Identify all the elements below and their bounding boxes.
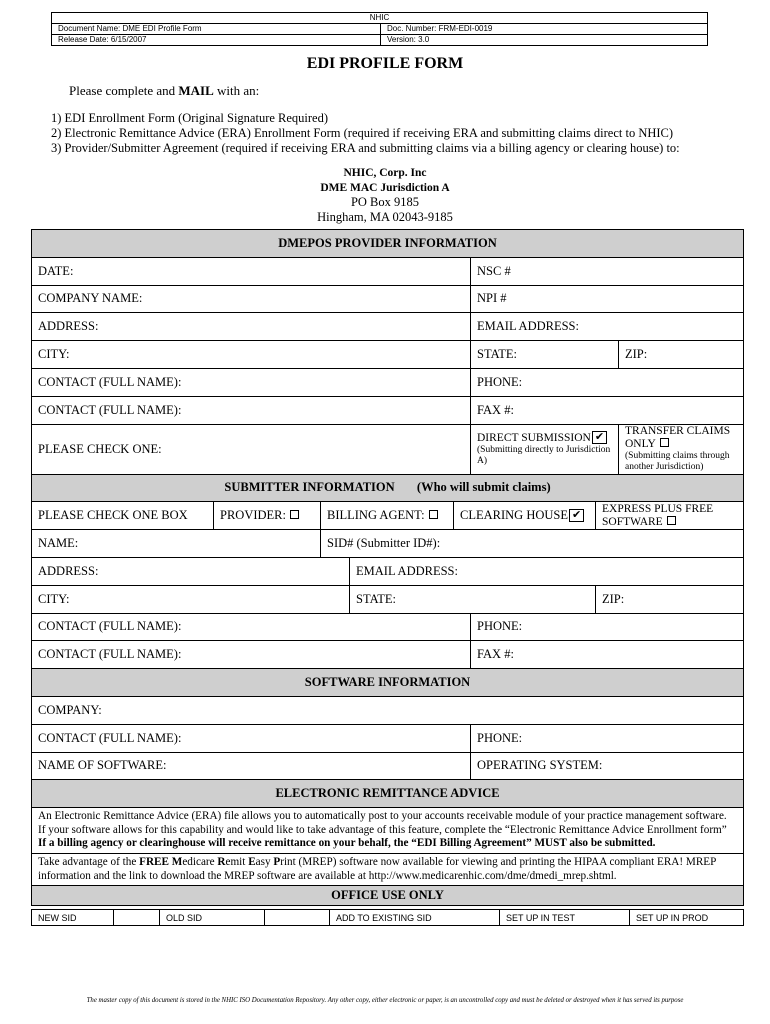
provider-state-field[interactable]: STATE: [471,341,619,369]
transfer-claims-checkbox-icon[interactable] [660,438,669,447]
provider-npi-field[interactable]: NPI # [471,285,744,313]
office-setup-test[interactable]: SET UP IN TEST [500,910,630,926]
header-version: Version: 3.0 [387,35,430,44]
submitter-provider-option[interactable] [214,502,321,530]
office-setup-prod[interactable]: SET UP IN PROD [630,910,744,926]
submitter-heading-note: (Who will submit claims) [416,480,551,495]
submitter-billing-agent-option[interactable] [321,502,454,530]
header-doc-number: Doc. Number: FRM-EDI-0019 [387,24,493,33]
submitter-phone-field[interactable]: PHONE: [471,613,744,641]
provider-nsc-field[interactable]: NSC # [471,257,744,285]
office-blank-cell[interactable] [114,910,160,926]
era-paragraph-2: If your software allows for this capability and would like to take advantage of this feature, complete the “Electronic Remittance Advice Enrollment form” [38,823,727,836]
edi-profile-table [31,229,744,906]
header-doc-name: Document Name: DME EDI Profile Form [58,24,202,33]
mailing-address [0,166,770,224]
provider-checkbox-icon[interactable] [290,510,299,519]
page-title: EDI PROFILE FORM [306,55,464,72]
provider-email-field[interactable]: EMAIL ADDRESS: [471,313,744,341]
intro-suffix: with an: [213,83,260,98]
era-paragraph-3: If a billing agency or clearinghouse will receive remittance on your behalf, the “EDI Billing Agreement” MUST also be submitted. [38,837,656,850]
requirements-list [51,111,680,156]
era-paragraph-1: An Electronic Remittance Advice (ERA) file allows you to automatically post to your accounts receivable module of your practice management software. [38,810,727,823]
provider-fax-field[interactable]: FAX #: [471,396,744,424]
era-section-heading: ELECTRONIC REMITTANCE ADVICE [32,780,744,808]
direct-submission-note: (Submitting directly to Jurisdiction A) [477,445,611,467]
address-line4: Hingham, MA 02043-9185 [317,209,453,224]
mrep-initial: P [273,855,281,868]
list-item: 1) EDI Enrollment Form (Original Signature Required) [51,111,329,125]
submitter-email-field[interactable]: EMAIL ADDRESS: [350,557,744,585]
submitter-city-field[interactable]: CITY: [32,585,350,613]
billing-agent-label: BILLING AGENT: [327,508,425,523]
document-header [51,12,708,46]
footer-disclaimer: The master copy of this document is stored in the NHIC ISO Documentation Repository. Any other copy, either electronic or paper, is an uncontrolled copy and must be deleted or destroyed when it has served its purpose [86,997,684,1004]
software-contact-field[interactable]: CONTACT (FULL NAME): [32,724,471,752]
software-phone-field[interactable]: PHONE: [471,724,744,752]
provider-city-field[interactable]: CITY: [32,341,471,369]
address-line3: PO Box 9185 [350,195,420,209]
mrep-text: edicare [182,855,218,868]
transfer-claims-label: TRANSFER CLAIMS ONLY [625,424,731,450]
address-line1: NHIC, Corp. Inc [343,167,427,179]
transfer-claims-option[interactable] [619,424,744,474]
submitter-fax-field[interactable]: FAX #: [471,641,744,669]
clearing-house-checkmark-icon[interactable]: ✔ [569,509,584,522]
header-org: NHIC [52,13,707,24]
office-section-heading: OFFICE USE ONLY [32,886,744,906]
submitter-express-plus-option[interactable] [596,502,744,530]
intro-bold: MAIL [178,83,214,98]
provider-company-field[interactable]: COMPANY NAME: [32,285,471,313]
submitter-name-field[interactable]: NAME: [32,530,321,558]
mrep-text: rint (MREP) software now available for viewing and printing the HIPAA compliant ERA! MREP information and the link to download the MREP software are available at http://www.medicarenhic.com/dme/dmedi_mrep.shtml. [38,855,716,882]
submitter-sid-field[interactable]: SID# (Submitter ID#): [321,530,744,558]
mrep-initial: E [248,855,256,868]
provider-date-field[interactable]: DATE: [32,257,471,285]
direct-submission-checkmark-icon[interactable]: ✔ [592,431,607,444]
transfer-claims-note: (Submitting claims through another Jurisdiction) [625,450,730,472]
provider-contact1-field[interactable]: CONTACT (FULL NAME): [32,368,471,396]
provider-section-heading: DMEPOS PROVIDER INFORMATION [32,230,744,258]
mrep-text: asy [255,855,274,868]
intro-prefix: Please complete and [69,83,179,98]
clearing-house-label: CLEARING HOUSE [460,508,568,523]
era-description [32,808,744,854]
mrep-initial: M [171,855,183,868]
software-section-heading: SOFTWARE INFORMATION [32,669,744,697]
mrep-notice [32,853,744,885]
mrep-text: emit [225,855,249,868]
intro-text [69,83,259,99]
submitter-contact1-field[interactable]: CONTACT (FULL NAME): [32,613,471,641]
direct-submission-label: DIRECT SUBMISSION [477,432,591,445]
software-name-field[interactable]: NAME OF SOFTWARE: [32,752,471,780]
submitter-check-box-label: PLEASE CHECK ONE BOX [32,502,214,530]
submitter-provider-label: PROVIDER: [220,508,286,523]
software-company-field[interactable]: COMPANY: [32,696,744,724]
submitter-section-heading [32,474,744,502]
provider-contact2-field[interactable]: CONTACT (FULL NAME): [32,396,471,424]
header-release-date: Release Date: 6/15/2007 [58,35,147,44]
submitter-contact2-field[interactable]: CONTACT (FULL NAME): [32,641,471,669]
mrep-initial: R [217,855,226,868]
direct-submission-option[interactable] [471,424,619,474]
software-os-field[interactable]: OPERATING SYSTEM: [471,752,744,780]
express-plus-checkbox-icon[interactable] [667,516,676,525]
provider-zip-field[interactable]: ZIP: [619,341,744,369]
office-old-sid[interactable]: OLD SID [160,910,265,926]
provider-phone-field[interactable]: PHONE: [471,368,744,396]
submitter-address-field[interactable]: ADDRESS: [32,557,350,585]
office-blank-cell[interactable] [265,910,330,926]
header-row-divider [52,34,707,35]
address-line2: DME MAC Jurisdiction A [320,181,450,194]
list-item: 3) Provider/Submitter Agreement (required if receiving ERA and submitting claims via a billing agency or clearing house) to: [51,141,680,155]
submitter-zip-field[interactable]: ZIP: [596,585,744,613]
billing-agent-checkbox-icon[interactable] [429,510,438,519]
express-plus-label: EXPRESS PLUS FREE SOFTWARE [602,502,714,528]
submitter-state-field[interactable]: STATE: [350,585,596,613]
submitter-heading-text: SUBMITTER INFORMATION [224,480,395,495]
office-add-existing-sid[interactable]: ADD TO EXISTING SID [330,910,500,926]
mrep-text: Take advantage of the [38,855,140,868]
provider-address-field[interactable]: ADDRESS: [32,313,471,341]
submitter-clearing-house-option[interactable] [454,502,596,530]
provider-check-one-label: PLEASE CHECK ONE: [32,424,471,474]
list-item: 2) Electronic Remittance Advice (ERA) Enrollment Form (required if receiving ERA and submitting claims direct to NHIC) [51,126,674,140]
office-new-sid[interactable]: NEW SID [32,910,114,926]
office-use-table [31,909,744,926]
mrep-free: FREE [139,855,169,868]
